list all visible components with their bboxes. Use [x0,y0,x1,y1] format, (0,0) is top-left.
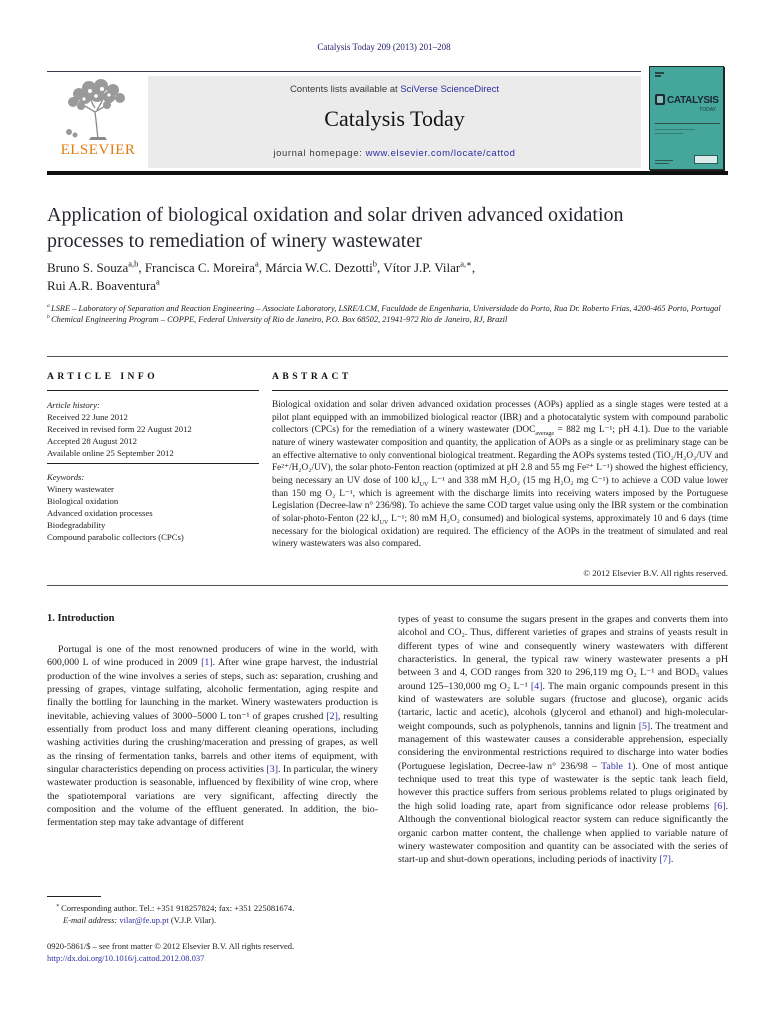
text-run: E-mail address: [63,914,120,925]
cover-publisher-tag [694,155,718,164]
elsevier-tree-icon [50,78,146,144]
text-run: a [47,303,52,310]
corresponding-author-note [47,903,378,926]
inline-link[interactable]: [5] [638,720,651,732]
text-run: Chemical Engineering Program – COPPE, Federal University of Rio de Janeiro, P.O. Box 68502, 21941-972 Rio de Janeiro, RJ, Brazil [51,315,508,324]
text-run: LSRE – Laboratory of Separation and Reaction Engineering – Associate Laboratory, LSRE/LCM, Faculdade de Engenharia, Universidade do Porto, Rua Dr. Roberto Frias, 4200-465 Porto, Portugal [51,304,721,313]
text-run: . In particular, the winery wastewater production is seasonable, influenced by flexibility of wine crop, where the spatiotemporal variations are very significant, affecting directly the composition and the volume of the effluent generated. In addition, the bio-fermentation step may take advantage of different [47,764,379,829]
history-line: Available online 25 September 2012 [47,448,174,458]
text-run: a,∗ [460,258,472,269]
cover-decoration [655,72,664,74]
text-run: . [670,854,674,866]
contents-list-line [148,84,641,95]
keywords-label: Keywords: [47,472,85,482]
inline-link[interactable]: Table 1 [601,760,633,772]
journal-banner [148,76,641,168]
journal-cover-thumbnail[interactable] [649,66,724,170]
text-run: Corresponding author. Tel.: +351 918257824; fax: +351 225081674. [61,903,295,913]
header-divider-bar [47,171,728,175]
text-run: . The main organic compounds present in this kind of wastewaters are soluble sugars (fructose and glucose), organic acids (tartaric, lactic and acetic), alcohols (glycerol and ethanol) and high-molecular-weight compounds, such as polyphenols, tannins and lignin [398,680,728,732]
text-run: Bruno S. Souza [47,260,129,275]
header-top-rule [47,71,641,72]
cover-decoration [655,133,683,134]
text-run: . After wine grape harvest, the industrial production of the wine involves a series of steps, such as: separation, crushing and pressing of grapes, vintage sulfating, alcoholic fermentation, aging respite and finally the bottling for launching in the market. Winery wastewaters production is inevitable, achieving values of 3000–5000 L ton⁻¹ of grapes crushed [47,657,379,722]
elsevier-logo [50,78,146,168]
affiliation-b [47,314,733,325]
text-run: average [535,431,555,438]
issn-copyright-line: 0920-5861/$ – see front matter © 2012 Elsevier B.V. All rights reserved. [47,941,295,951]
abstract-text [272,399,728,551]
text-run: a [156,276,160,287]
text-run: . The treatment and management of this wastewater causes a considerable apprehension, especially considering the environmental restrictions required to discharge into water bodies (Portuguese legislation, Decree-law n° 236/98 – [398,720,729,772]
text-run: . Although the conventional biological reactor system can reduce significantly the organic carbon matter content, the challenge when applied to variable nature of winery wastewater composition and quantity can be associated with the series of start-up and shut-down operations, including periods of inactivity [398,800,728,866]
affiliation-a [47,303,733,314]
keyword: Biological oxidation [47,496,119,506]
section-rule [47,356,728,357]
footnote-line2 [47,915,378,927]
article-info-rule [47,390,259,391]
text-run: = 882 mg L⁻¹; pH 4.1). Due to the variable nature of winery wastewater composition and quantity, the application of AOPs as a single or as preliminary stage can be an effective alternative to only conventional biological treatment. Regarding the AOPs systems tested (TiO₂/H₂O₂/UV and Fe²⁺/H₂O₂/UV), the solar photo-Fenton reaction (optimized at pH 2.8 and 55 mg Fe²⁺ L⁻¹) showed the highest efficiency, being necessary an UV dose of 100 kJ [272,425,729,486]
text-run: , [471,260,476,275]
cover-title: CATALYSIS [667,95,719,106]
intro-left-column [47,643,378,830]
abstract-heading: ABSTRACT [272,372,352,382]
text-run: L⁻¹; 80 mM H₂O₂ consumed) and biological systems, approximately 10 and 6 days (time necessary for the biological oxidation) are required. The efficiency of the AOPs in the treatment of simulated and real winery wastewaters was also compared. [272,513,728,550]
text-run: journal homepage: [273,148,366,159]
intro-right-column [398,613,728,867]
abstract-bottom-rule [47,585,728,586]
article-title-line2: processes to remediation of winery wastewater [47,230,422,252]
text-run: a [254,258,259,269]
text-run: (V.J.P. Vilar). [168,914,217,925]
doi-link[interactable]: http://dx.doi.org/10.1016/j.cattod.2012.08.037 [47,953,205,963]
keywords-block [47,471,259,543]
article-history [47,399,259,459]
keyword: Biodegradability [47,520,106,530]
running-head-citation: Catalysis Today 209 (2013) 201–208 [317,42,451,52]
text-run: b [47,314,52,321]
footnote-line1 [47,903,378,915]
inline-link[interactable]: [3] [266,764,278,776]
text-run: UV [379,519,389,526]
affiliations [47,303,733,325]
text-run: , Vítor J.P. Vilar [377,260,461,275]
text-run: a,b [128,258,139,269]
text-run: , Márcia W.C. Dezotti [258,260,373,275]
text-run: b [372,258,377,269]
article-info-rule [47,463,259,464]
author-line2 [47,277,733,295]
text-run: Portugal is one of the most renowned producers of wine in the world, with 600,000 L of wine produced in 2009 [47,644,378,669]
author-list [47,259,733,295]
history-line: Received in revised form 22 August 2012 [47,424,192,434]
text-run: , resulting essentially from product loss and many different cleaning operations, including washing activities during the crushing/maceration and pressing of grapes, as well as the rinsing of fermentation tanks, barrels and other items of equipment, with singular characteristics depending on process activities [47,710,378,776]
elsevier-wordmark: ELSEVIER [60,142,136,158]
author-line1 [47,259,733,277]
cover-divider [655,123,720,124]
text-run: , Francisca C. Moreira [138,260,255,275]
section-heading-introduction: 1. Introduction [47,613,115,624]
footnote-rule [47,896,101,897]
cover-logo-icon [655,94,665,105]
inline-link[interactable]: vilar@fe.up.pt [119,914,169,925]
journal-homepage-line [148,148,641,159]
text-run: ). One of most antique technique used to treat this type of wastewater is the septic tank leach field, however this practice suffers from serious problems related to plugs originated by the high solid loading rate, apart from significance odor release problems [398,760,728,812]
inline-link[interactable]: www.elsevier.com/locate/cattod [365,148,516,159]
copyright-line: © 2012 Elsevier B.V. All rights reserved. [583,568,728,578]
text-run: UV [419,481,429,488]
cover-decoration [655,75,661,77]
cover-decoration [655,160,673,161]
inline-link[interactable]: [7] [659,854,671,866]
inline-link[interactable]: [6] [714,800,726,812]
cover-decoration [655,163,669,164]
abstract-rule [272,390,728,391]
text-run: ∗ [56,903,62,910]
article-title [47,202,733,254]
journal-name: Catalysis Today [324,106,465,131]
history-label: Article history: [47,400,100,410]
inline-link[interactable]: [1] [201,657,213,669]
inline-link[interactable]: SciVerse ScienceDirect [400,84,500,95]
keyword: Winery wastewater [47,484,114,494]
keyword: Advanced oxidation processes [47,508,153,518]
keyword: Compound parabolic collectors (CPCs) [47,532,184,542]
cover-subtitle: TODAY [699,107,716,113]
inline-link[interactable]: [2] [326,710,338,722]
inline-link[interactable]: [4] [530,680,543,692]
text-run: types of yeast to consume the sugars present in the grapes and converts them into alcohol and CO₂. Thus, different varieties of grapes and strains of yeasts result in different types of wine and consequently winery wastewaters with different characteristics. In general, the typical raw winery wastewater presents a pH between 3 and 4, COD ranges from 320 to 296,119 mg O₂ L⁻¹ and BOD₅ values around 125–130,000 mg O₂ L⁻¹ [398,614,728,692]
history-line: Accepted 28 August 2012 [47,436,137,446]
text-run: L⁻¹ and 338 mM H₂O₂ (15 mg H₂O₂ mg C⁻¹) to achieve a COD value lower than 150 mg O₂ L⁻¹, which is agreement with the discharge limits into receiving waters imposed by the Portuguese Legislation (Decree-law n° 236/98). To achieve the same COD target value using only the IBR system or the combination of solar-photo-Fenton (22 kJ [272,475,728,524]
text-run: Contents lists available at [289,84,401,95]
history-line: Received 22 June 2012 [47,412,128,422]
text-run: Biological oxidation and solar driven advanced oxidation processes (AOPs) applied as a single stages were tested at a pilot plant equipped with an immobilized biological reactor (IBR) and a photocatalytic system with compound parabolic collectors (CPCs) for the remediation of a winery wastewater (DOC [272,400,728,436]
article-info-heading: ARTICLE INFO [47,372,159,382]
text-run: Rui A.R. Boaventura [47,278,157,293]
cover-decoration [655,129,695,130]
article-title-line1: Application of biological oxidation and solar driven advanced oxidation [47,204,624,226]
